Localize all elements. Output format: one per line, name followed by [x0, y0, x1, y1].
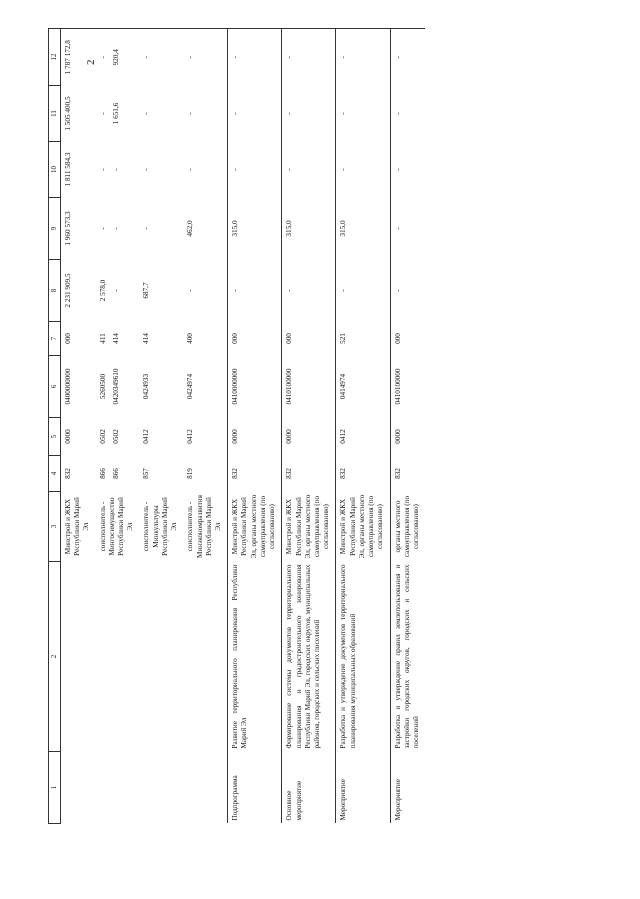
column-header: 9	[49, 198, 61, 260]
column-header: 6	[49, 356, 61, 418]
row-type-cell: Мероприятие	[336, 752, 390, 824]
section-cell: 0000	[60, 418, 95, 456]
row-type-cell: Мероприятие	[390, 752, 425, 824]
value-cell: - 1 651,6	[98, 102, 120, 125]
budget-table	[48, 28, 425, 824]
value-cell: 2 231 909,5	[60, 260, 95, 322]
column-header: 10	[49, 142, 61, 198]
column-header: 11	[49, 86, 61, 142]
value-cell: 462,0	[186, 220, 195, 237]
section-cell: 0412	[186, 429, 195, 444]
value-cell: 687,7	[142, 282, 151, 299]
value-cell: 315,0	[282, 198, 336, 260]
description-cell: Формирование системы документов территориального планирования и градостроительного зонирования Республики Марий Эл, городских округов, муниципальных районов, городских и сельских поселений	[282, 562, 336, 752]
section-cell: 0000	[228, 418, 282, 456]
grbs-cell: 832	[336, 456, 390, 492]
header-row	[49, 29, 61, 824]
row-type-cell: Основное мероприятие	[282, 752, 336, 824]
value-cell: -	[282, 260, 336, 322]
row-type-cell	[139, 752, 183, 824]
expense-type-cell: 000	[228, 322, 282, 356]
row-type-cell: Подпрограмма	[228, 752, 282, 824]
executor-cell: соисполнитель - Мингосимущество Республики Марий Эл	[98, 497, 135, 556]
executor-cell: Минстрой и ЖКХ Республики Марий Эл, органы местного самоуправления (по согласованию)	[228, 492, 282, 562]
row-type-cell	[96, 752, 140, 824]
section-cell: 0000	[390, 418, 425, 456]
section-cell: 0000	[282, 418, 336, 456]
section-cell: 0502 0502	[98, 429, 120, 444]
grbs-cell: 832	[228, 456, 282, 492]
table-row	[60, 29, 95, 824]
column-header: 3	[49, 492, 61, 562]
grbs-cell: 819	[186, 468, 195, 479]
value-cell: 1 811 584,3	[60, 142, 95, 198]
description-cell: Разработка и утверждение документов территориального планирования муниципальных образований	[336, 562, 390, 752]
description-cell	[139, 562, 183, 752]
value-cell: 1 505 400,5	[60, 86, 95, 142]
executor-cell: соисполнитель - Минэкономразвития Республики Марий Эл	[186, 495, 223, 558]
grbs-cell: 832	[282, 456, 336, 492]
table-row	[139, 29, 183, 824]
table-row	[336, 29, 390, 824]
value-cell: -	[336, 142, 390, 198]
executor-cell: соисполнитель - Минкультуры Республики Марий Эл	[142, 497, 179, 556]
expense-type-cell: 400	[186, 333, 195, 344]
value-cell: 1 787 172,8	[60, 29, 95, 86]
value-cell: -	[228, 29, 282, 86]
expense-type-cell: 000	[282, 322, 336, 356]
value-cell: -	[142, 168, 151, 171]
grbs-cell: 866 866	[98, 468, 120, 479]
value-cell: -	[336, 86, 390, 142]
value-cell: -	[390, 29, 425, 86]
executor-cell: органы местного самоуправления (по согласованию)	[390, 492, 425, 562]
row-type-cell	[60, 752, 95, 824]
value-cell: -	[186, 112, 195, 115]
grbs-cell: 832	[60, 456, 95, 492]
target-article-cell: 0400000000	[60, 356, 95, 418]
grbs-cell: 857	[142, 468, 151, 479]
value-cell: -	[390, 142, 425, 198]
column-header: 8	[49, 260, 61, 322]
value-cell: -	[186, 168, 195, 171]
value-cell: 315,0	[228, 198, 282, 260]
description-cell	[183, 562, 227, 752]
executor-cell: Минстрой и ЖКХ Республики Марий Эл	[60, 492, 95, 562]
value-cell: - 920,4	[96, 29, 140, 86]
section-cell: 0412	[336, 418, 390, 456]
description-cell: Разработка и утверждение правил землепользования и застройки городских округов, городских и сельских поселений	[390, 562, 425, 752]
target-article-cell: 0410100000	[282, 356, 336, 418]
description-cell	[60, 562, 95, 752]
expense-type-cell: 411 414	[98, 333, 120, 344]
value-cell: -	[336, 260, 390, 322]
value-cell: -	[228, 260, 282, 322]
target-article-cell: 0424974	[186, 373, 195, 400]
value-cell: -	[282, 142, 336, 198]
value-cell: -	[228, 86, 282, 142]
value-cell: 2 578,0 -	[98, 279, 120, 302]
executor-cell: Минстрой и ЖКХ Республики Марий Эл, органы местного самоуправления (по согласованию)	[336, 492, 390, 562]
table-row	[96, 29, 140, 824]
section-cell: 0412	[142, 429, 151, 444]
page-number: 2	[85, 59, 97, 65]
table-row	[228, 29, 282, 824]
value-cell: -	[390, 198, 425, 260]
expense-type-cell: 414	[142, 333, 151, 344]
value-cell: -	[142, 227, 151, 230]
target-article-cell: 0424933	[142, 373, 151, 400]
target-article-cell: 5260500 0420349610	[98, 368, 120, 405]
value-cell: -	[183, 29, 227, 86]
value-cell: -	[390, 86, 425, 142]
value-cell: -	[186, 289, 195, 292]
value-cell: -	[139, 29, 183, 86]
table-row	[390, 29, 425, 824]
column-header: 1	[49, 752, 61, 824]
column-header: 12	[49, 29, 61, 86]
target-article-cell: 0414974	[336, 356, 390, 418]
table-row	[183, 29, 227, 824]
value-cell: - -	[98, 227, 120, 230]
value-cell: - -	[98, 168, 120, 171]
table-row	[282, 29, 336, 824]
value-cell: -	[282, 86, 336, 142]
expense-type-cell: 521	[336, 322, 390, 356]
target-article-cell: 0410100000	[390, 356, 425, 418]
value-cell: -	[390, 260, 425, 322]
description-cell	[96, 562, 140, 752]
expense-type-cell: 000	[390, 322, 425, 356]
column-header: 5	[49, 418, 61, 456]
column-header: 7	[49, 322, 61, 356]
value-cell: 1 960 573,3	[60, 198, 95, 260]
column-header: 2	[49, 562, 61, 752]
value-cell: 315,0	[336, 198, 390, 260]
grbs-cell: 832	[390, 456, 425, 492]
column-header: 4	[49, 456, 61, 492]
executor-cell: Минстрой и ЖКХ Республики Марий Эл, органы местного самоуправления (по согласованию)	[282, 492, 336, 562]
description-cell: Развитие территориального планирования Республики Марий Эл	[228, 562, 282, 752]
target-article-cell: 0410000000	[228, 356, 282, 418]
expense-type-cell: 000	[60, 322, 95, 356]
value-cell: -	[282, 29, 336, 86]
value-cell: -	[228, 142, 282, 198]
value-cell: -	[336, 29, 390, 86]
row-type-cell	[183, 752, 227, 824]
value-cell: -	[142, 112, 151, 115]
